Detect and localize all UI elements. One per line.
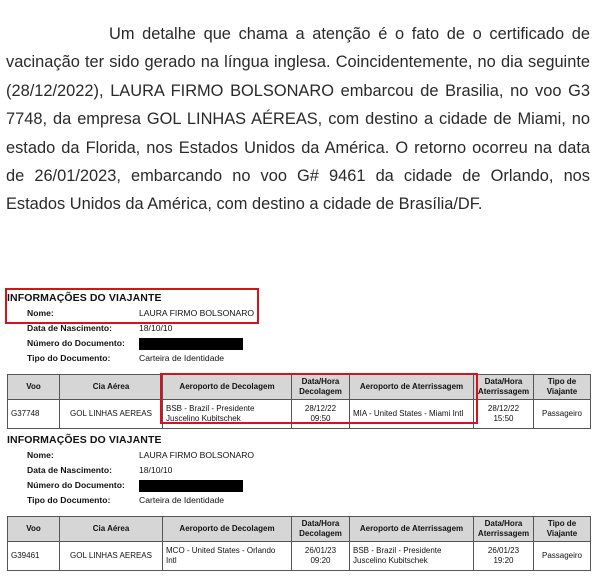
airline-cell: GOL LINHAS AEREAS: [60, 542, 163, 571]
flight-cell: G37748: [8, 400, 60, 429]
table-header-row: [8, 517, 591, 542]
airline-cell: GOL LINHAS AEREAS: [60, 400, 163, 429]
body-paragraph: [6, 20, 590, 219]
name-row: [7, 448, 597, 463]
name-value: LAURA FIRMO BOLSONARO: [139, 308, 255, 318]
flight-cell: G39461: [8, 542, 60, 571]
col-header-airline: Cia Aérea: [60, 375, 163, 400]
redaction-bar: [139, 338, 243, 350]
document-type-row: [7, 351, 597, 366]
traveler-info-section-2: [7, 433, 597, 508]
arrival-time-cell: 28/12/22 15:50: [474, 400, 534, 429]
section-title: INFORMAÇÕES DO VIAJANTE: [7, 292, 162, 304]
name-label: Nome:: [27, 308, 54, 318]
paragraph-text: Um detalhe que chama a atenção é o fato de o certificado de vacinação ter sido gerado na língua inglesa. Coincidentemente, no dia seguinte (28/12/2022), LAURA FIRMO BOLSONARO embarcou de Brasilia, no voo G3 7748, da empresa GOL LINHAS AÉREAS, com destino a cidade de Miami, no estado da Florida, nos Estados Unidos da América. O retorno ocorreu na data de 26/01/2023, embarcando no voo G# 9461 da cidade de Orlando, nos Estados Unidos da América, com destino a cidade de Brasília/DF.: [6, 25, 590, 214]
document-type-value: Carteira de Identidade: [139, 495, 225, 505]
departure-airport-cell: BSB - Brazil - Presidente Juscelino Kubitschek: [163, 400, 292, 429]
birthdate-label: Data de Nascimento:: [27, 323, 113, 333]
col-header-arrival-time: Data/Hora Aterrissagem: [474, 375, 534, 400]
col-header-flight: Voo: [8, 375, 60, 400]
birthdate-row: [7, 463, 597, 478]
name-label: Nome:: [27, 450, 54, 460]
highlight-box-traveler: [5, 288, 259, 324]
col-header-arrival-time: Data/Hora Aterrissagem: [474, 517, 534, 542]
document-number-row: [7, 336, 597, 351]
arrival-time-cell: 26/01/23 19:20: [474, 542, 534, 571]
flight-table-2: [7, 516, 591, 571]
traveler-type-cell: Passageiro: [534, 542, 591, 571]
col-header-arrival-airport: Aeroporto de Aterrissagem: [350, 375, 474, 400]
col-header-traveler-type: Tipo de Viajante: [534, 517, 591, 542]
document-type-row: [7, 493, 597, 508]
arrival-airport-cell: BSB - Brazil - Presidente Juscelino Kubitschek: [350, 542, 474, 571]
birthdate-value: 18/10/10: [139, 323, 173, 333]
table-row: [8, 542, 591, 571]
document-number-label: Número do Documento:: [27, 338, 125, 348]
document-number-label: Número do Documento:: [27, 480, 125, 490]
name-value: LAURA FIRMO BOLSONARO: [139, 450, 255, 460]
arrival-airport-cell: MIA - United States - Miami Intl: [350, 400, 474, 429]
departure-time-cell: 28/12/22 09:50: [292, 400, 350, 429]
col-header-traveler-type: Tipo de Viajante: [534, 375, 591, 400]
section-title: INFORMAÇÕES DO VIAJANTE: [7, 434, 162, 446]
highlight-box-outbound-flight: [160, 373, 478, 424]
col-header-departure-airport: Aeroporto de Decolagem: [163, 517, 292, 542]
col-header-airline: Cia Aérea: [60, 517, 163, 542]
traveler-type-cell: Passageiro: [534, 400, 591, 429]
document-type-value: Carteira de Identidade: [139, 353, 225, 363]
departure-time-cell: 26/01/23 09:20: [292, 542, 350, 571]
redaction-bar: [139, 480, 243, 492]
col-header-flight: Voo: [8, 517, 60, 542]
col-header-departure-airport: Aeroporto de Decolagem: [163, 375, 292, 400]
document-type-label: Tipo do Documento:: [27, 495, 111, 505]
birthdate-label: Data de Nascimento:: [27, 465, 113, 475]
birthdate-value: 18/10/10: [139, 465, 173, 475]
col-header-arrival-airport: Aeroporto de Aterrissagem: [350, 517, 474, 542]
document-number-row: [7, 478, 597, 493]
col-header-departure-time: Data/Hora Decolagem: [292, 517, 350, 542]
col-header-departure-time: Data/Hora Decolagem: [292, 375, 350, 400]
document-type-label: Tipo do Documento:: [27, 353, 111, 363]
departure-airport-cell: MCO - United States - Orlando Intl: [163, 542, 292, 571]
